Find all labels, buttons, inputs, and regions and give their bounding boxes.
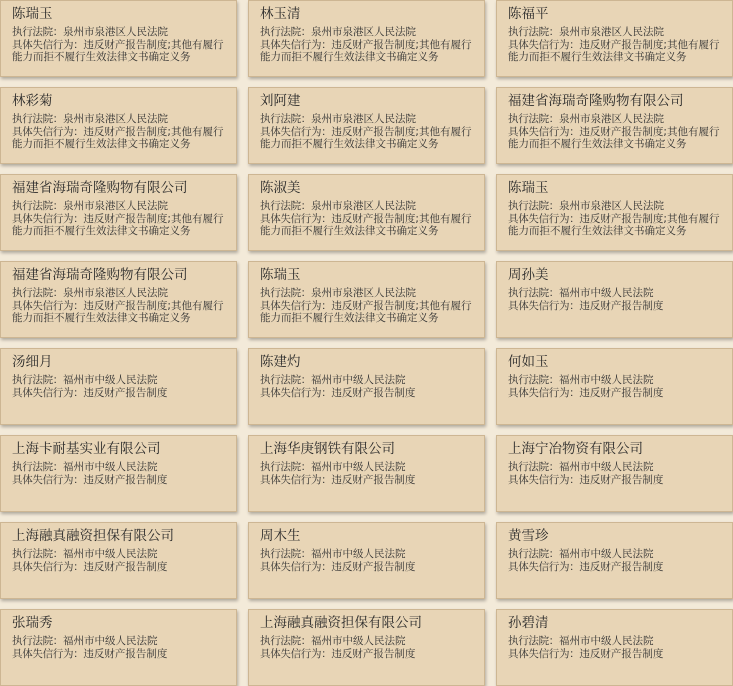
- record-behavior: [260, 561, 476, 574]
- record-behavior: [508, 39, 724, 64]
- court-value: 泉州市泉港区人民法院: [559, 200, 664, 212]
- record-court: [508, 374, 724, 387]
- court-label: 执行法院：: [260, 548, 311, 560]
- behavior-label: 具体失信行为：: [12, 212, 84, 225]
- court-label: 执行法院：: [260, 200, 311, 212]
- court-label: 执行法院：: [260, 461, 311, 473]
- court-label: 执行法院：: [12, 113, 63, 125]
- record-behavior: [508, 474, 724, 487]
- record-behavior: [508, 213, 724, 238]
- record-court: [260, 26, 476, 39]
- behavior-value: 违反财产报告制度: [579, 299, 664, 312]
- record-card[interactable]: [248, 348, 485, 425]
- behavior-value: 违反财产报告制度;其他有履行能力而拒不履行生效法律文书确定义务: [12, 212, 224, 238]
- record-name: 汤细月: [12, 354, 53, 370]
- court-value: 泉州市泉港区人民法院: [311, 26, 416, 38]
- record-behavior: [260, 474, 476, 487]
- court-label: 执行法院：: [12, 287, 63, 299]
- record-card[interactable]: [496, 348, 733, 425]
- behavior-label: 具体失信行为：: [508, 38, 580, 51]
- record-behavior: [260, 39, 476, 64]
- record-name: 陈瑞玉: [12, 6, 53, 22]
- record-card[interactable]: [248, 0, 485, 77]
- record-name: 周孙美: [508, 267, 549, 283]
- record-card[interactable]: [496, 87, 733, 164]
- court-value: 福州市中级人民法院: [311, 461, 406, 473]
- behavior-value: 违反财产报告制度: [83, 647, 168, 660]
- record-behavior: [508, 126, 724, 151]
- behavior-value: 违反财产报告制度;其他有履行能力而拒不履行生效法律文书确定义务: [508, 212, 720, 238]
- record-card[interactable]: [0, 435, 237, 512]
- record-court: [12, 635, 228, 648]
- court-label: 执行法院：: [508, 287, 559, 299]
- record-name: 周木生: [260, 528, 301, 544]
- record-court: [508, 26, 724, 39]
- behavior-value: 违反财产报告制度;其他有履行能力而拒不履行生效法律文书确定义务: [12, 125, 224, 151]
- record-card[interactable]: [0, 0, 237, 77]
- court-value: 福州市中级人民法院: [559, 548, 654, 560]
- record-name: 林玉清: [260, 6, 301, 22]
- record-behavior: [508, 561, 724, 574]
- behavior-label: 具体失信行为：: [12, 647, 84, 660]
- behavior-value: 违反财产报告制度;其他有履行能力而拒不履行生效法律文书确定义务: [508, 125, 720, 151]
- court-label: 执行法院：: [12, 461, 63, 473]
- behavior-label: 具体失信行为：: [508, 125, 580, 138]
- record-name: 孙碧清: [508, 615, 549, 631]
- record-behavior: [260, 648, 476, 661]
- record-behavior: [508, 648, 724, 661]
- behavior-value: 违反财产报告制度: [579, 386, 664, 399]
- record-card[interactable]: [0, 174, 237, 251]
- record-name: 福建省海瑞奇隆购物有限公司: [12, 267, 188, 283]
- record-court: [508, 548, 724, 561]
- behavior-label: 具体失信行为：: [12, 299, 84, 312]
- record-name: 陈淑美: [260, 180, 301, 196]
- behavior-value: 违反财产报告制度: [331, 386, 416, 399]
- court-label: 执行法院：: [12, 200, 63, 212]
- record-card[interactable]: [496, 609, 733, 686]
- behavior-value: 违反财产报告制度: [83, 473, 168, 486]
- record-court: [12, 200, 228, 213]
- court-label: 执行法院：: [260, 26, 311, 38]
- record-court: [12, 113, 228, 126]
- record-name: 黄雪珍: [508, 528, 549, 544]
- behavior-label: 具体失信行为：: [260, 473, 332, 486]
- record-name: 上海卡耐基实业有限公司: [12, 441, 161, 457]
- court-value: 福州市中级人民法院: [63, 548, 158, 560]
- record-card[interactable]: [0, 87, 237, 164]
- record-card[interactable]: [496, 261, 733, 338]
- court-value: 福州市中级人民法院: [311, 374, 406, 386]
- court-value: 泉州市泉港区人民法院: [63, 200, 168, 212]
- court-label: 执行法院：: [260, 374, 311, 386]
- record-card[interactable]: [248, 87, 485, 164]
- behavior-label: 具体失信行为：: [12, 560, 84, 573]
- record-name: 刘阿建: [260, 93, 301, 109]
- record-court: [260, 200, 476, 213]
- behavior-value: 违反财产报告制度: [579, 473, 664, 486]
- behavior-label: 具体失信行为：: [12, 386, 84, 399]
- behavior-value: 违反财产报告制度;其他有履行能力而拒不履行生效法律文书确定义务: [12, 38, 224, 64]
- record-name: 上海宁冶物资有限公司: [508, 441, 643, 457]
- record-card[interactable]: [496, 174, 733, 251]
- record-court: [508, 461, 724, 474]
- record-card[interactable]: [0, 609, 237, 686]
- record-court: [508, 200, 724, 213]
- court-value: 泉州市泉港区人民法院: [559, 26, 664, 38]
- court-label: 执行法院：: [508, 635, 559, 647]
- record-court: [260, 374, 476, 387]
- record-court: [260, 635, 476, 648]
- record-behavior: [12, 126, 228, 151]
- behavior-label: 具体失信行为：: [260, 647, 332, 660]
- record-court: [12, 374, 228, 387]
- record-card[interactable]: [496, 522, 733, 599]
- record-name: 上海融真融资担保有限公司: [260, 615, 422, 631]
- court-value: 泉州市泉港区人民法院: [63, 26, 168, 38]
- court-label: 执行法院：: [508, 548, 559, 560]
- behavior-label: 具体失信行为：: [12, 125, 84, 138]
- behavior-label: 具体失信行为：: [12, 38, 84, 51]
- court-value: 福州市中级人民法院: [559, 374, 654, 386]
- record-name: 陈瑞玉: [508, 180, 549, 196]
- behavior-label: 具体失信行为：: [260, 560, 332, 573]
- court-value: 福州市中级人民法院: [63, 635, 158, 647]
- behavior-label: 具体失信行为：: [508, 647, 580, 660]
- behavior-label: 具体失信行为：: [260, 299, 332, 312]
- court-label: 执行法院：: [12, 548, 63, 560]
- court-label: 执行法院：: [508, 374, 559, 386]
- court-value: 泉州市泉港区人民法院: [63, 113, 168, 125]
- court-value: 福州市中级人民法院: [63, 374, 158, 386]
- record-behavior: [260, 213, 476, 238]
- behavior-value: 违反财产报告制度;其他有履行能力而拒不履行生效法律文书确定义务: [260, 125, 472, 151]
- record-name: 陈建灼: [260, 354, 301, 370]
- court-value: 福州市中级人民法院: [311, 635, 406, 647]
- court-value: 泉州市泉港区人民法院: [63, 287, 168, 299]
- court-label: 执行法院：: [508, 461, 559, 473]
- behavior-label: 具体失信行为：: [508, 386, 580, 399]
- behavior-value: 违反财产报告制度: [83, 386, 168, 399]
- record-name: 上海华庚钢铁有限公司: [260, 441, 395, 457]
- behavior-label: 具体失信行为：: [260, 386, 332, 399]
- record-card[interactable]: [0, 522, 237, 599]
- court-label: 执行法院：: [260, 635, 311, 647]
- court-value: 泉州市泉港区人民法院: [311, 200, 416, 212]
- behavior-value: 违反财产报告制度: [331, 647, 416, 660]
- behavior-label: 具体失信行为：: [508, 473, 580, 486]
- behavior-label: 具体失信行为：: [260, 125, 332, 138]
- record-name: 林彩菊: [12, 93, 53, 109]
- record-court: [260, 287, 476, 300]
- record-behavior: [260, 387, 476, 400]
- record-court: [12, 461, 228, 474]
- record-name: 张瑞秀: [12, 615, 53, 631]
- record-court: [508, 287, 724, 300]
- record-behavior: [12, 561, 228, 574]
- record-behavior: [508, 387, 724, 400]
- record-name: 福建省海瑞奇隆购物有限公司: [12, 180, 188, 196]
- record-card[interactable]: [248, 522, 485, 599]
- court-label: 执行法院：: [12, 635, 63, 647]
- behavior-label: 具体失信行为：: [12, 473, 84, 486]
- record-court: [260, 548, 476, 561]
- behavior-value: 违反财产报告制度: [579, 560, 664, 573]
- behavior-label: 具体失信行为：: [508, 212, 580, 225]
- court-label: 执行法院：: [508, 26, 559, 38]
- behavior-label: 具体失信行为：: [260, 212, 332, 225]
- record-behavior: [260, 126, 476, 151]
- behavior-value: 违反财产报告制度: [579, 647, 664, 660]
- record-name: 何如玉: [508, 354, 549, 370]
- record-behavior: [12, 213, 228, 238]
- record-behavior: [260, 300, 476, 325]
- behavior-value: 违反财产报告制度;其他有履行能力而拒不履行生效法律文书确定义务: [508, 38, 720, 64]
- record-court: [12, 548, 228, 561]
- court-label: 执行法院：: [508, 200, 559, 212]
- record-name: 福建省海瑞奇隆购物有限公司: [508, 93, 684, 109]
- court-value: 泉州市泉港区人民法院: [311, 287, 416, 299]
- behavior-value: 违反财产报告制度;其他有履行能力而拒不履行生效法律文书确定义务: [260, 38, 472, 64]
- record-behavior: [12, 474, 228, 487]
- record-court: [260, 113, 476, 126]
- court-value: 福州市中级人民法院: [311, 548, 406, 560]
- court-label: 执行法院：: [12, 26, 63, 38]
- record-card[interactable]: [496, 435, 733, 512]
- behavior-value: 违反财产报告制度: [83, 560, 168, 573]
- record-name: 陈瑞玉: [260, 267, 301, 283]
- behavior-label: 具体失信行为：: [260, 38, 332, 51]
- record-behavior: [508, 300, 724, 313]
- court-label: 执行法院：: [12, 374, 63, 386]
- record-court: [12, 26, 228, 39]
- court-value: 福州市中级人民法院: [559, 461, 654, 473]
- behavior-label: 具体失信行为：: [508, 299, 580, 312]
- court-value: 泉州市泉港区人民法院: [559, 113, 664, 125]
- record-name: 上海融真融资担保有限公司: [12, 528, 174, 544]
- record-court: [12, 287, 228, 300]
- record-card[interactable]: [496, 0, 733, 77]
- behavior-value: 违反财产报告制度;其他有履行能力而拒不履行生效法律文书确定义务: [260, 212, 472, 238]
- behavior-value: 违反财产报告制度: [331, 473, 416, 486]
- record-card[interactable]: [248, 174, 485, 251]
- record-behavior: [12, 300, 228, 325]
- court-label: 执行法院：: [260, 287, 311, 299]
- record-court: [508, 113, 724, 126]
- behavior-value: 违反财产报告制度;其他有履行能力而拒不履行生效法律文书确定义务: [12, 299, 224, 325]
- record-behavior: [12, 387, 228, 400]
- record-card[interactable]: [0, 261, 237, 338]
- court-label: 执行法院：: [260, 113, 311, 125]
- record-behavior: [12, 39, 228, 64]
- record-behavior: [12, 648, 228, 661]
- behavior-value: 违反财产报告制度;其他有履行能力而拒不履行生效法律文书确定义务: [260, 299, 472, 325]
- court-value: 福州市中级人民法院: [559, 635, 654, 647]
- record-name: 陈福平: [508, 6, 549, 22]
- record-card[interactable]: [0, 348, 237, 425]
- record-court: [260, 461, 476, 474]
- record-court: [508, 635, 724, 648]
- court-value: 福州市中级人民法院: [63, 461, 158, 473]
- court-label: 执行法院：: [508, 113, 559, 125]
- court-value: 福州市中级人民法院: [559, 287, 654, 299]
- behavior-value: 违反财产报告制度: [331, 560, 416, 573]
- record-card[interactable]: [248, 435, 485, 512]
- behavior-label: 具体失信行为：: [508, 560, 580, 573]
- record-card[interactable]: [248, 609, 485, 686]
- court-value: 泉州市泉港区人民法院: [311, 113, 416, 125]
- record-card[interactable]: [248, 261, 485, 338]
